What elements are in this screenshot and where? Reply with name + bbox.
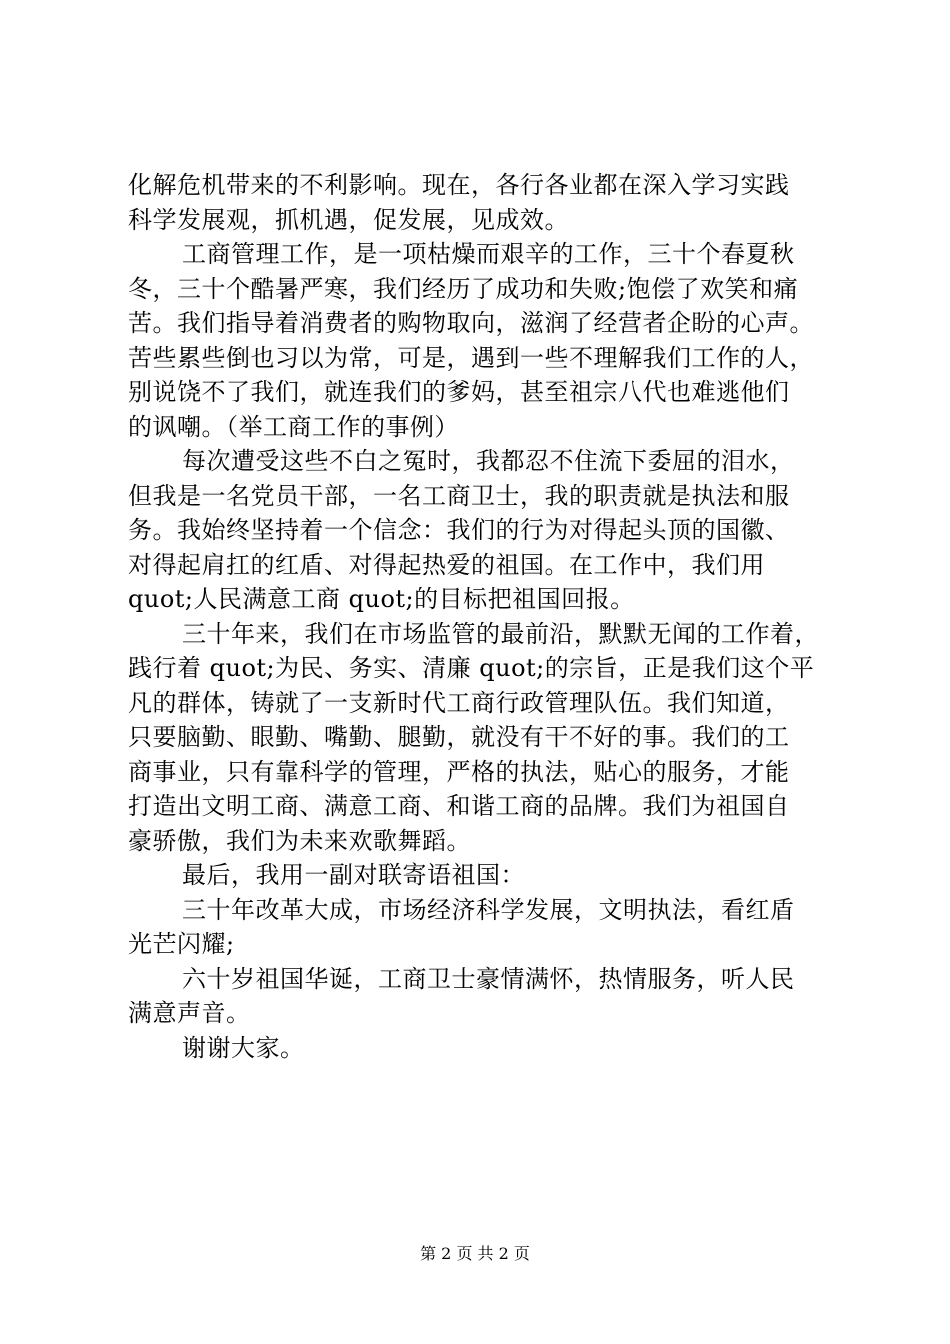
text-line: 但我是一名党员干部，一名工商卫士，我的职责就是执法和服 xyxy=(128,481,790,510)
text-line: 谢谢大家。 xyxy=(182,1033,305,1062)
text-line: 务。我始终坚持着一个信念：我们的行为对得起头顶的国徽、 xyxy=(128,516,790,544)
text-line: 苦。我们指导着消费者的购物取向，滋润了经营者企盼的心声。 xyxy=(128,309,814,337)
page-number-label: 第 2 页 共 2 页 xyxy=(420,1244,530,1263)
text-line: 三十年来，我们在市场监管的最前沿，默默无闻的工作着， xyxy=(182,619,819,648)
text-line: 豪骄傲，我们为未来欢歌舞蹈。 xyxy=(128,826,471,855)
text-line: 六十岁祖国华诞，工商卫士豪情满怀，热情服务，听人民 xyxy=(182,964,795,993)
text-line: 工商管理工作，是一项枯燥而艰辛的工作，三十个春夏秋 xyxy=(182,240,795,268)
body-text xyxy=(128,168,848,1065)
text-line: 苦些累些倒也习以为常，可是，遇到一些不理解我们工作的人， xyxy=(128,343,814,372)
text-line: 别说饶不了我们，就连我们的爹妈，甚至祖宗八代也难逃他们 xyxy=(128,378,790,406)
text-line: 满意声音。 xyxy=(128,999,251,1027)
text-line: 科学发展观，抓机遇，促发展，见成效。 xyxy=(128,205,569,234)
text-line: 化解危机带来的不利影响。现在，各行各业都在深入学习实践 xyxy=(128,171,790,199)
page-footer xyxy=(0,1244,950,1264)
text-line: 打造出文明工商、满意工商、和谐工商的品牌。我们为祖国自 xyxy=(128,792,790,820)
text-line: quot;人民满意工商 quot;的目标把祖国回报。 xyxy=(128,585,635,613)
text-line: 凡的群体，铸就了一支新时代工商行政管理队伍。我们知道， xyxy=(128,688,790,717)
text-line: 践行着 quot;为民、务实、清廉 quot;的宗旨，正是我们这个平 xyxy=(128,654,815,682)
text-line: 商事业，只有靠科学的管理，严格的执法，贴心的服务，才能 xyxy=(128,757,790,786)
text-line: 只要脑勤、眼勤、嘴勤、腿勤，就没有干不好的事。我们的工 xyxy=(128,723,790,751)
text-line: 冬，三十个酷暑严寒，我们经历了成功和失败;饱偿了欢笑和痛 xyxy=(128,274,799,303)
text-line: 对得起肩扛的红盾、对得起热爱的祖国。在工作中，我们用 xyxy=(128,550,765,579)
text-line: 最后，我用一副对联寄语祖国： xyxy=(182,861,525,889)
text-line: 光芒闪耀; xyxy=(128,930,235,958)
text-line: 三十年改革大成，市场经济科学发展，文明执法，看红盾 xyxy=(182,895,795,924)
text-line: 每次遭受这些不白之冤时，我都忍不住流下委屈的泪水， xyxy=(182,447,795,475)
text-line: 的讽嘲。（举工商工作的事例） xyxy=(128,412,459,441)
